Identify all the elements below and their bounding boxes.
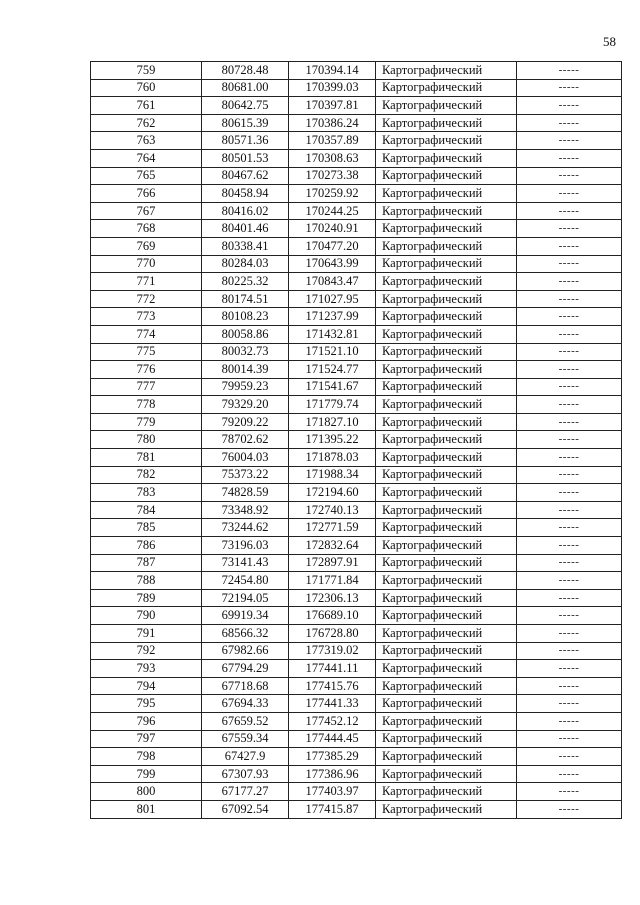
- method-cell: Картографический: [376, 501, 517, 519]
- x-coordinate-cell: 72194.05: [202, 589, 289, 607]
- table-row: [91, 273, 622, 291]
- table-row: [91, 537, 622, 555]
- table-row: [91, 237, 622, 255]
- method-cell: Картографический: [376, 625, 517, 643]
- table-row: [91, 431, 622, 449]
- y-coordinate-cell: 170273.38: [289, 167, 376, 185]
- error-cell: -----: [517, 97, 622, 115]
- method-cell: Картографический: [376, 361, 517, 379]
- error-cell: -----: [517, 712, 622, 730]
- method-cell: Картографический: [376, 589, 517, 607]
- point-number-cell: 792: [91, 642, 202, 660]
- y-coordinate-cell: 170259.92: [289, 185, 376, 203]
- x-coordinate-cell: 67092.54: [202, 800, 289, 818]
- error-cell: -----: [517, 149, 622, 167]
- error-cell: -----: [517, 431, 622, 449]
- method-cell: Картографический: [376, 237, 517, 255]
- table-row: [91, 343, 622, 361]
- x-coordinate-cell: 67177.27: [202, 783, 289, 801]
- table-row: [91, 308, 622, 326]
- y-coordinate-cell: 171541.67: [289, 378, 376, 396]
- error-cell: -----: [517, 537, 622, 555]
- x-coordinate-cell: 80615.39: [202, 114, 289, 132]
- point-number-cell: 781: [91, 449, 202, 467]
- error-cell: -----: [517, 325, 622, 343]
- x-coordinate-cell: 67307.93: [202, 765, 289, 783]
- method-cell: Картографический: [376, 748, 517, 766]
- method-cell: Картографический: [376, 800, 517, 818]
- x-coordinate-cell: 74828.59: [202, 484, 289, 502]
- table-row: [91, 202, 622, 220]
- point-number-cell: 764: [91, 149, 202, 167]
- x-coordinate-cell: 67694.33: [202, 695, 289, 713]
- method-cell: Картографический: [376, 202, 517, 220]
- method-cell: Картографический: [376, 185, 517, 203]
- x-coordinate-cell: 80458.94: [202, 185, 289, 203]
- table-row: [91, 677, 622, 695]
- y-coordinate-cell: 171988.34: [289, 466, 376, 484]
- error-cell: -----: [517, 695, 622, 713]
- x-coordinate-cell: 80032.73: [202, 343, 289, 361]
- point-number-cell: 791: [91, 625, 202, 643]
- method-cell: Картографический: [376, 273, 517, 291]
- point-number-cell: 772: [91, 290, 202, 308]
- error-cell: -----: [517, 185, 622, 203]
- table-row: [91, 783, 622, 801]
- x-coordinate-cell: 72454.80: [202, 572, 289, 590]
- point-number-cell: 799: [91, 765, 202, 783]
- coordinates-table: [90, 61, 622, 819]
- method-cell: Картографический: [376, 484, 517, 502]
- point-number-cell: 795: [91, 695, 202, 713]
- error-cell: -----: [517, 466, 622, 484]
- y-coordinate-cell: 171524.77: [289, 361, 376, 379]
- point-number-cell: 788: [91, 572, 202, 590]
- table-row: [91, 642, 622, 660]
- point-number-cell: 797: [91, 730, 202, 748]
- y-coordinate-cell: 170308.63: [289, 149, 376, 167]
- point-number-cell: 801: [91, 800, 202, 818]
- point-number-cell: 776: [91, 361, 202, 379]
- point-number-cell: 778: [91, 396, 202, 414]
- table-row: [91, 748, 622, 766]
- point-number-cell: 789: [91, 589, 202, 607]
- y-coordinate-cell: 172194.60: [289, 484, 376, 502]
- point-number-cell: 780: [91, 431, 202, 449]
- point-number-cell: 777: [91, 378, 202, 396]
- y-coordinate-cell: 172771.59: [289, 519, 376, 537]
- point-number-cell: 798: [91, 748, 202, 766]
- error-cell: -----: [517, 308, 622, 326]
- y-coordinate-cell: 177385.29: [289, 748, 376, 766]
- method-cell: Картографический: [376, 677, 517, 695]
- y-coordinate-cell: 176689.10: [289, 607, 376, 625]
- y-coordinate-cell: 171237.99: [289, 308, 376, 326]
- error-cell: -----: [517, 572, 622, 590]
- point-number-cell: 783: [91, 484, 202, 502]
- error-cell: -----: [517, 449, 622, 467]
- error-cell: -----: [517, 677, 622, 695]
- table-row: [91, 79, 622, 97]
- error-cell: -----: [517, 413, 622, 431]
- x-coordinate-cell: 80728.48: [202, 62, 289, 80]
- point-number-cell: 762: [91, 114, 202, 132]
- error-cell: -----: [517, 396, 622, 414]
- method-cell: Картографический: [376, 712, 517, 730]
- point-number-cell: 759: [91, 62, 202, 80]
- y-coordinate-cell: 171432.81: [289, 325, 376, 343]
- error-cell: -----: [517, 642, 622, 660]
- error-cell: -----: [517, 343, 622, 361]
- y-coordinate-cell: 177403.97: [289, 783, 376, 801]
- x-coordinate-cell: 79329.20: [202, 396, 289, 414]
- error-cell: -----: [517, 765, 622, 783]
- x-coordinate-cell: 75373.22: [202, 466, 289, 484]
- method-cell: Картографический: [376, 607, 517, 625]
- y-coordinate-cell: 170386.24: [289, 114, 376, 132]
- method-cell: Картографический: [376, 167, 517, 185]
- error-cell: -----: [517, 607, 622, 625]
- error-cell: -----: [517, 660, 622, 678]
- x-coordinate-cell: 80338.41: [202, 237, 289, 255]
- y-coordinate-cell: 170394.14: [289, 62, 376, 80]
- method-cell: Картографический: [376, 378, 517, 396]
- table-row: [91, 413, 622, 431]
- error-cell: -----: [517, 79, 622, 97]
- point-number-cell: 787: [91, 554, 202, 572]
- page-number: 58: [603, 34, 616, 49]
- error-cell: -----: [517, 361, 622, 379]
- error-cell: -----: [517, 132, 622, 150]
- table-row: [91, 730, 622, 748]
- error-cell: -----: [517, 589, 622, 607]
- table-row: [91, 185, 622, 203]
- point-number-cell: 770: [91, 255, 202, 273]
- method-cell: Картографический: [376, 642, 517, 660]
- table-row: [91, 396, 622, 414]
- point-number-cell: 786: [91, 537, 202, 555]
- point-number-cell: 784: [91, 501, 202, 519]
- point-number-cell: 800: [91, 783, 202, 801]
- point-number-cell: 785: [91, 519, 202, 537]
- table-row: [91, 572, 622, 590]
- x-coordinate-cell: 67427.9: [202, 748, 289, 766]
- table-row: [91, 114, 622, 132]
- y-coordinate-cell: 170244.25: [289, 202, 376, 220]
- point-number-cell: 782: [91, 466, 202, 484]
- error-cell: -----: [517, 501, 622, 519]
- table-row: [91, 625, 622, 643]
- method-cell: Картографический: [376, 695, 517, 713]
- method-cell: Картографический: [376, 343, 517, 361]
- y-coordinate-cell: 171521.10: [289, 343, 376, 361]
- error-cell: -----: [517, 273, 622, 291]
- x-coordinate-cell: 73141.43: [202, 554, 289, 572]
- table-row: [91, 167, 622, 185]
- x-coordinate-cell: 80108.23: [202, 308, 289, 326]
- x-coordinate-cell: 73196.03: [202, 537, 289, 555]
- error-cell: -----: [517, 255, 622, 273]
- x-coordinate-cell: 73348.92: [202, 501, 289, 519]
- method-cell: Картографический: [376, 449, 517, 467]
- point-number-cell: 775: [91, 343, 202, 361]
- point-number-cell: 768: [91, 220, 202, 238]
- x-coordinate-cell: 73244.62: [202, 519, 289, 537]
- table-row: [91, 97, 622, 115]
- x-coordinate-cell: 80416.02: [202, 202, 289, 220]
- y-coordinate-cell: 177444.45: [289, 730, 376, 748]
- method-cell: Картографический: [376, 554, 517, 572]
- error-cell: -----: [517, 519, 622, 537]
- y-coordinate-cell: 177441.33: [289, 695, 376, 713]
- table-row: [91, 712, 622, 730]
- x-coordinate-cell: 80501.53: [202, 149, 289, 167]
- method-cell: Картографический: [376, 308, 517, 326]
- y-coordinate-cell: 177319.02: [289, 642, 376, 660]
- method-cell: Картографический: [376, 325, 517, 343]
- x-coordinate-cell: 67659.52: [202, 712, 289, 730]
- point-number-cell: 773: [91, 308, 202, 326]
- method-cell: Картографический: [376, 660, 517, 678]
- y-coordinate-cell: 172832.64: [289, 537, 376, 555]
- method-cell: Картографический: [376, 79, 517, 97]
- error-cell: -----: [517, 237, 622, 255]
- method-cell: Картографический: [376, 290, 517, 308]
- method-cell: Картографический: [376, 149, 517, 167]
- table-row: [91, 589, 622, 607]
- x-coordinate-cell: 79959.23: [202, 378, 289, 396]
- error-cell: -----: [517, 202, 622, 220]
- x-coordinate-cell: 80284.03: [202, 255, 289, 273]
- y-coordinate-cell: 176728.80: [289, 625, 376, 643]
- y-coordinate-cell: 171395.22: [289, 431, 376, 449]
- method-cell: Картографический: [376, 730, 517, 748]
- y-coordinate-cell: 171878.03: [289, 449, 376, 467]
- error-cell: -----: [517, 484, 622, 502]
- x-coordinate-cell: 80174.51: [202, 290, 289, 308]
- method-cell: Картографический: [376, 572, 517, 590]
- x-coordinate-cell: 76004.03: [202, 449, 289, 467]
- x-coordinate-cell: 80225.32: [202, 273, 289, 291]
- table-row: [91, 220, 622, 238]
- table-row: [91, 501, 622, 519]
- method-cell: Картографический: [376, 62, 517, 80]
- point-number-cell: 763: [91, 132, 202, 150]
- error-cell: -----: [517, 554, 622, 572]
- y-coordinate-cell: 172897.91: [289, 554, 376, 572]
- point-number-cell: 767: [91, 202, 202, 220]
- table-row: [91, 132, 622, 150]
- error-cell: -----: [517, 167, 622, 185]
- point-number-cell: 790: [91, 607, 202, 625]
- x-coordinate-cell: 80014.39: [202, 361, 289, 379]
- y-coordinate-cell: 170397.81: [289, 97, 376, 115]
- method-cell: Картографический: [376, 537, 517, 555]
- point-number-cell: 760: [91, 79, 202, 97]
- error-cell: -----: [517, 730, 622, 748]
- table-row: [91, 466, 622, 484]
- y-coordinate-cell: 170843.47: [289, 273, 376, 291]
- y-coordinate-cell: 170399.03: [289, 79, 376, 97]
- x-coordinate-cell: 80058.86: [202, 325, 289, 343]
- error-cell: -----: [517, 290, 622, 308]
- table-row: [91, 660, 622, 678]
- y-coordinate-cell: 177415.76: [289, 677, 376, 695]
- x-coordinate-cell: 80642.75: [202, 97, 289, 115]
- x-coordinate-cell: 68566.32: [202, 625, 289, 643]
- table-row: [91, 255, 622, 273]
- y-coordinate-cell: 177386.96: [289, 765, 376, 783]
- y-coordinate-cell: 171779.74: [289, 396, 376, 414]
- point-number-cell: 774: [91, 325, 202, 343]
- table-row: [91, 765, 622, 783]
- x-coordinate-cell: 67718.68: [202, 677, 289, 695]
- table-row: [91, 290, 622, 308]
- y-coordinate-cell: 170357.89: [289, 132, 376, 150]
- method-cell: Картографический: [376, 396, 517, 414]
- point-number-cell: 779: [91, 413, 202, 431]
- point-number-cell: 761: [91, 97, 202, 115]
- table-row: [91, 62, 622, 80]
- method-cell: Картографический: [376, 97, 517, 115]
- point-number-cell: 765: [91, 167, 202, 185]
- y-coordinate-cell: 170477.20: [289, 237, 376, 255]
- x-coordinate-cell: 69919.34: [202, 607, 289, 625]
- error-cell: -----: [517, 783, 622, 801]
- method-cell: Картографический: [376, 783, 517, 801]
- x-coordinate-cell: 80571.36: [202, 132, 289, 150]
- method-cell: Картографический: [376, 519, 517, 537]
- table-row: [91, 149, 622, 167]
- x-coordinate-cell: 80467.62: [202, 167, 289, 185]
- table-row: [91, 800, 622, 818]
- error-cell: -----: [517, 114, 622, 132]
- error-cell: -----: [517, 378, 622, 396]
- x-coordinate-cell: 80401.46: [202, 220, 289, 238]
- table-row: [91, 484, 622, 502]
- coordinates-table-body: [91, 62, 622, 819]
- method-cell: Картографический: [376, 413, 517, 431]
- method-cell: Картографический: [376, 431, 517, 449]
- method-cell: Картографический: [376, 255, 517, 273]
- table-row: [91, 325, 622, 343]
- x-coordinate-cell: 78702.62: [202, 431, 289, 449]
- error-cell: -----: [517, 748, 622, 766]
- x-coordinate-cell: 79209.22: [202, 413, 289, 431]
- point-number-cell: 769: [91, 237, 202, 255]
- point-number-cell: 771: [91, 273, 202, 291]
- table-row: [91, 378, 622, 396]
- error-cell: -----: [517, 800, 622, 818]
- y-coordinate-cell: 171771.84: [289, 572, 376, 590]
- method-cell: Картографический: [376, 114, 517, 132]
- y-coordinate-cell: 177452.12: [289, 712, 376, 730]
- error-cell: -----: [517, 220, 622, 238]
- x-coordinate-cell: 80681.00: [202, 79, 289, 97]
- y-coordinate-cell: 177415.87: [289, 800, 376, 818]
- point-number-cell: 766: [91, 185, 202, 203]
- point-number-cell: 793: [91, 660, 202, 678]
- method-cell: Картографический: [376, 220, 517, 238]
- point-number-cell: 794: [91, 677, 202, 695]
- table-row: [91, 449, 622, 467]
- x-coordinate-cell: 67794.29: [202, 660, 289, 678]
- y-coordinate-cell: 171827.10: [289, 413, 376, 431]
- x-coordinate-cell: 67559.34: [202, 730, 289, 748]
- y-coordinate-cell: 170643.99: [289, 255, 376, 273]
- table-row: [91, 519, 622, 537]
- y-coordinate-cell: 171027.95: [289, 290, 376, 308]
- error-cell: -----: [517, 625, 622, 643]
- table-row: [91, 361, 622, 379]
- point-number-cell: 796: [91, 712, 202, 730]
- x-coordinate-cell: 67982.66: [202, 642, 289, 660]
- y-coordinate-cell: 172306.13: [289, 589, 376, 607]
- table-row: [91, 554, 622, 572]
- y-coordinate-cell: 170240.91: [289, 220, 376, 238]
- table-row: [91, 607, 622, 625]
- method-cell: Картографический: [376, 132, 517, 150]
- method-cell: Картографический: [376, 466, 517, 484]
- method-cell: Картографический: [376, 765, 517, 783]
- y-coordinate-cell: 177441.11: [289, 660, 376, 678]
- y-coordinate-cell: 172740.13: [289, 501, 376, 519]
- error-cell: -----: [517, 62, 622, 80]
- table-row: [91, 695, 622, 713]
